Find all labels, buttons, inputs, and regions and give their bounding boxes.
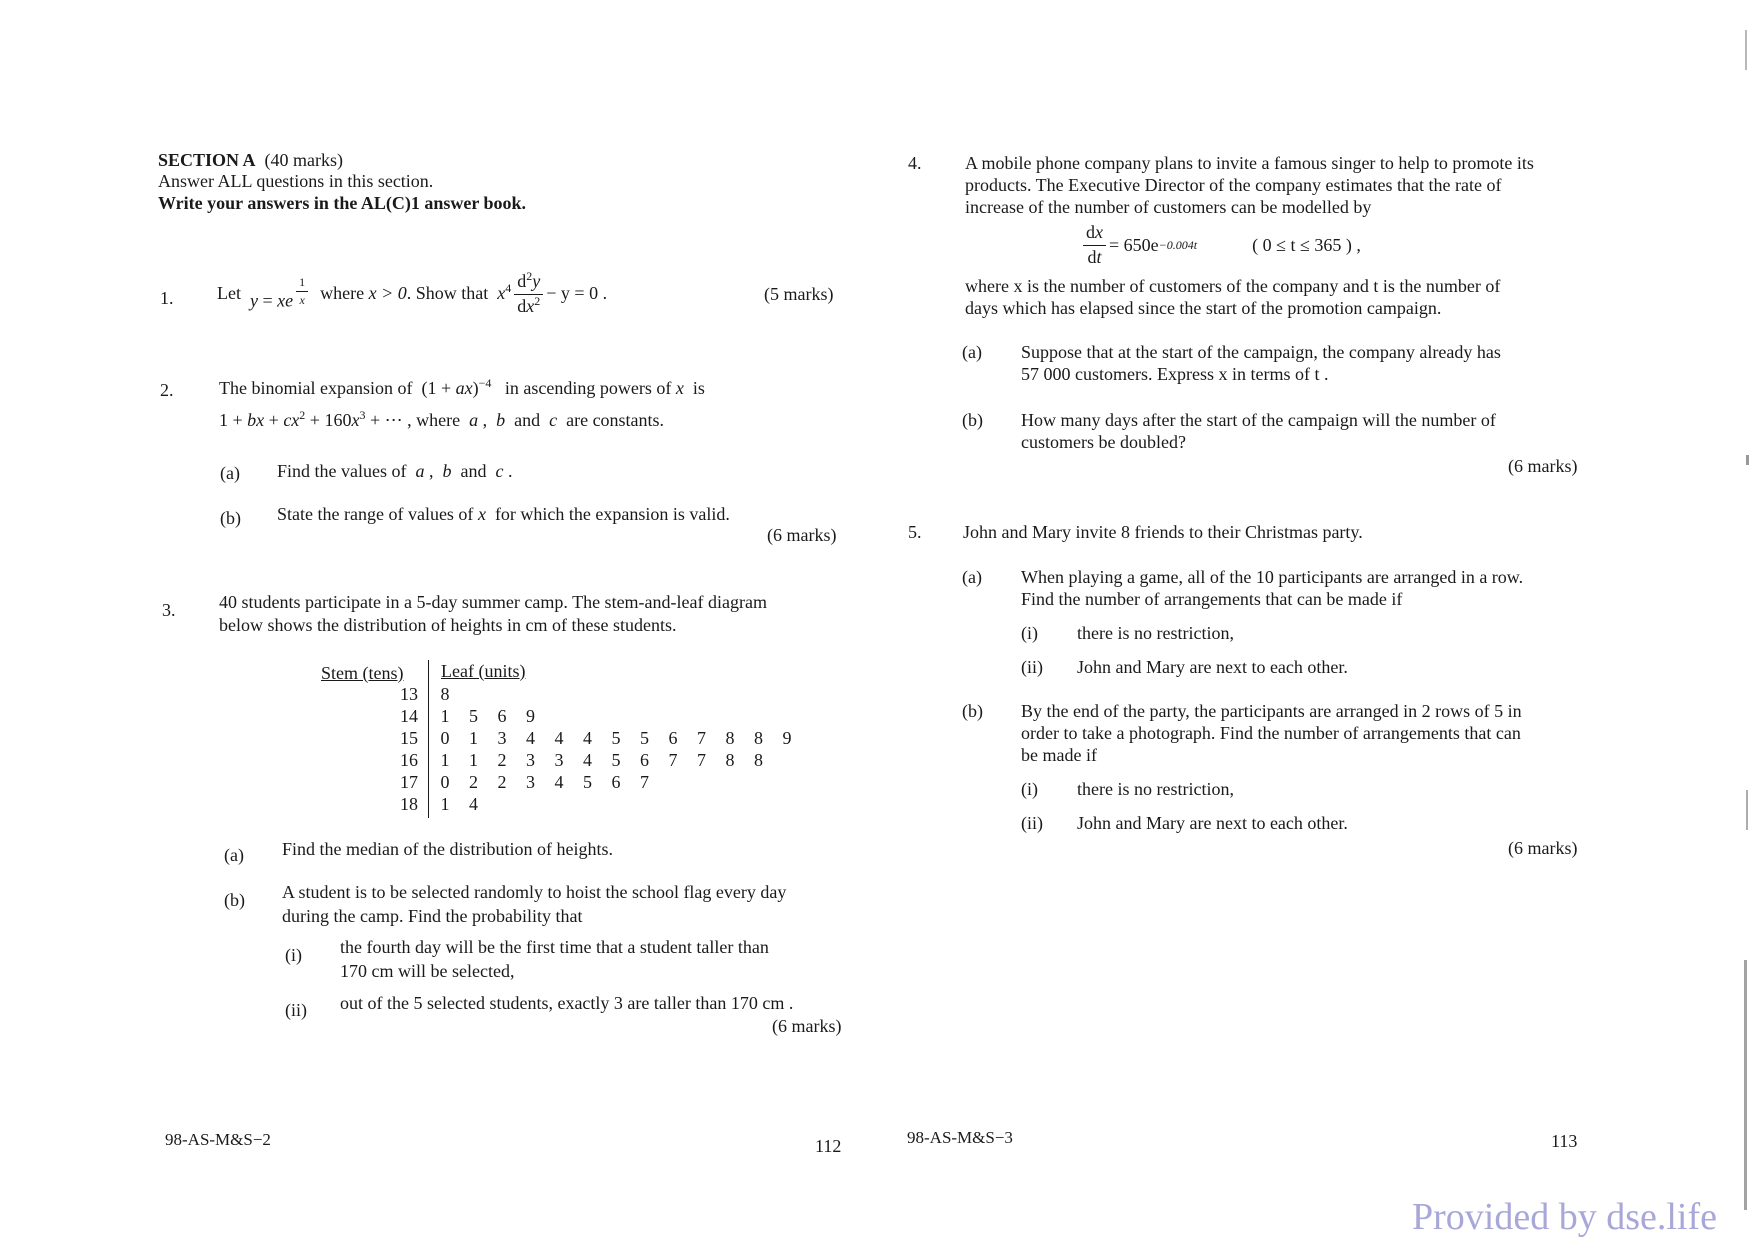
- math-differential-equation: $x^4$: [497, 281, 512, 304]
- leaf-value: 4: [469, 794, 478, 814]
- leaf-value: 4: [583, 750, 592, 770]
- leaf-value: 5: [640, 728, 649, 748]
- part-text: Find the median of the distribution of heights.: [282, 839, 613, 859]
- part-text: State the range of values of x for which the expansion is valid.: [277, 504, 730, 524]
- page-number: 112: [815, 1136, 842, 1156]
- subpart-text: there is no restriction,: [1077, 623, 1234, 643]
- subpart-label: (i): [285, 945, 302, 965]
- leaf-value: 7: [697, 750, 706, 770]
- part-text: When playing a game, all of the 10 participants are arranged in a row.: [1021, 567, 1524, 587]
- part-text: be made if: [1021, 745, 1097, 765]
- question-line: products. The Executive Director of the company estimates that the rate of: [965, 175, 1502, 195]
- math-second-derivative: $\frac{d^2y}{dx^2}$: [514, 272, 543, 317]
- page-footer-code: 98-AS-M&S−3: [907, 1128, 1013, 1147]
- subpart-text: there is no restriction,: [1077, 779, 1234, 799]
- stem-value: 15: [400, 728, 418, 748]
- leaf-value: 2: [497, 750, 507, 770]
- subpart-text: John and Mary are next to each other.: [1077, 657, 1348, 677]
- question-marks: (6 marks): [767, 525, 837, 545]
- subpart-label: (i): [1021, 779, 1038, 799]
- stem-value: 14: [400, 706, 418, 726]
- leaf-value: 5: [583, 772, 592, 792]
- section-instruction: Answer ALL questions in this section.: [158, 171, 434, 191]
- part-text: Suppose that at the start of the campaign, the company already has: [1021, 342, 1501, 362]
- leaf-value: 3: [554, 750, 564, 770]
- leaf-value: 2: [497, 772, 507, 792]
- question-number: 3.: [162, 600, 176, 620]
- math-rate-equation: $\frac{dx}{dt}$ = 650e −0.004t ( 0 ≤ t ≤ 365 ) ,: [1080, 223, 1361, 268]
- leaf-value: 1: [469, 750, 478, 770]
- leaf-value: 5: [611, 728, 621, 748]
- leaf-value: 0: [440, 728, 450, 748]
- stem-value: 16: [400, 750, 418, 770]
- subpart-text: 170 cm will be selected,: [340, 961, 515, 981]
- question-marks: (6 marks): [1508, 456, 1578, 476]
- part-label: (a): [220, 463, 240, 483]
- math-dx-dt: $\frac{dx}{dt}$: [1083, 223, 1106, 268]
- part-text: A student is to be selected randomly to hoist the school flag every day: [282, 882, 787, 902]
- leaf-value: 8: [440, 684, 450, 704]
- leaf-value: 2: [469, 772, 478, 792]
- leaf-value: 3: [526, 750, 535, 770]
- part-text: during the camp. Find the probability that: [282, 906, 583, 926]
- watermark: Provided by dse.life: [1412, 1196, 1718, 1238]
- leaf-value: 8: [725, 750, 735, 770]
- subpart-label: (i): [1021, 623, 1038, 643]
- part-label: (a): [224, 845, 244, 865]
- leaf-value: 0: [440, 772, 450, 792]
- subpart-label: (ii): [1021, 657, 1043, 677]
- leaf-value: 4: [526, 728, 535, 748]
- question-line: John and Mary invite 8 friends to their Christmas party.: [963, 522, 1363, 542]
- question-marks: (6 marks): [1508, 838, 1578, 858]
- stem-value: 13: [400, 684, 418, 704]
- question-line: days which has elapsed since the start of the promotion campaign.: [965, 298, 1442, 318]
- part-label: (b): [224, 890, 245, 910]
- leaf-value: 1: [440, 706, 450, 726]
- scan-mark: [1746, 455, 1749, 465]
- leaf-value: 6: [611, 772, 621, 792]
- question-number: 5.: [908, 522, 922, 542]
- scan-mark: [1746, 790, 1748, 830]
- leaf-value: 3: [497, 728, 507, 748]
- question-number: 4.: [908, 153, 922, 173]
- question-text: Let y = xe $^{\frac{1}{x}}$ where x > 0 . Show that $x^4$ $\frac{d^2y}{dx^2}$ − y = 0 .: [217, 268, 608, 316]
- part-text: customers be doubled?: [1021, 432, 1186, 452]
- part-label: (b): [220, 508, 241, 528]
- leaf-value: 6: [640, 750, 649, 770]
- question-line: increase of the number of customers can be modelled by: [965, 197, 1372, 217]
- leaf-value: 1: [440, 794, 450, 814]
- leaf-value: 9: [526, 706, 535, 726]
- section-title: SECTION A (40 marks): [158, 150, 344, 170]
- part-text: order to take a photograph. Find the number of arrangements that can: [1021, 723, 1521, 743]
- subpart-label: (ii): [285, 1000, 307, 1020]
- leaf-value: 8: [725, 728, 735, 748]
- page-number: 113: [1551, 1131, 1578, 1151]
- part-label: (a): [962, 567, 982, 587]
- part-label: (b): [962, 410, 983, 430]
- part-text: Find the values of a , b and c .: [277, 461, 513, 481]
- stem-value: 18: [400, 794, 418, 814]
- leaf-value: 9: [782, 728, 792, 748]
- question-number: 1.: [160, 288, 174, 308]
- math-y-definition: y = xe $^{\frac{1}{x}}$: [250, 276, 311, 312]
- question-line: A mobile phone company plans to invite a famous singer to help to promote its: [965, 153, 1534, 173]
- section-answer-book-note: Write your answers in the AL(C)1 answer book.: [158, 193, 527, 213]
- leaf-header: Leaf (units): [441, 661, 526, 681]
- question-line: The binomial expansion of (1 + ax)$^{-4}$ in ascending powers of x is: [219, 376, 705, 398]
- part-text: By the end of the party, the participants are arranged in 2 rows of 5 in: [1021, 701, 1522, 721]
- question-line: 1 + bx + $cx^2 + 160x^3$ + ⋯ , where a , b and c are constants.: [219, 408, 665, 430]
- math-binomial: (1 + ax)$^{-4}$: [421, 376, 492, 398]
- leaf-value: 7: [668, 750, 678, 770]
- subpart-text: the fourth day will be the first time that a student taller than: [340, 937, 769, 957]
- leaf-value: 7: [640, 772, 649, 792]
- question-line: 40 students participate in a 5-day summer camp. The stem-and-leaf diagram: [219, 592, 767, 612]
- question-line: where x is the number of customers of the company and t is the number of: [965, 276, 1501, 296]
- leaf-value: 3: [526, 772, 535, 792]
- question-marks: (6 marks): [772, 1016, 842, 1036]
- part-text: How many days after the start of the campaign will the number of: [1021, 410, 1496, 430]
- leaf-value: 8: [754, 728, 763, 748]
- leaf-value: 4: [554, 772, 564, 792]
- question-marks: (5 marks): [764, 284, 834, 304]
- stem-value: 17: [400, 772, 418, 792]
- part-text: 57 000 customers. Express x in terms of t .: [1021, 364, 1329, 384]
- leaf-value: 5: [611, 750, 621, 770]
- leaf-value: 4: [554, 728, 564, 748]
- page-footer-code: 98-AS-M&S−2: [165, 1130, 271, 1149]
- part-label: (b): [962, 701, 983, 721]
- question-line: below shows the distribution of heights in cm of these students.: [219, 615, 677, 635]
- subpart-text: out of the 5 selected students, exactly 3 are taller than 170 cm .: [340, 993, 794, 1013]
- scan-mark: [1744, 960, 1747, 1210]
- scan-mark: [1745, 30, 1747, 70]
- subpart-text: John and Mary are next to each other.: [1077, 813, 1348, 833]
- leaf-value: 1: [469, 728, 478, 748]
- leaf-value: 5: [469, 706, 478, 726]
- part-text: Find the number of arrangements that can be made if: [1021, 589, 1403, 609]
- question-number: 2.: [160, 380, 174, 400]
- leaf-value: 8: [754, 750, 763, 770]
- leaf-value: 4: [583, 728, 592, 748]
- leaf-value: 6: [497, 706, 507, 726]
- math-expansion: 1 + bx + $cx^2 + 160x^3$ + ⋯: [219, 408, 403, 430]
- leaf-value: 1: [440, 750, 450, 770]
- leaf-value: 7: [697, 728, 706, 748]
- stem-header: Stem (tens): [321, 663, 404, 683]
- stem-divider: [428, 660, 429, 818]
- subpart-label: (ii): [1021, 813, 1043, 833]
- leaf-value: 6: [668, 728, 678, 748]
- part-label: (a): [962, 342, 982, 362]
